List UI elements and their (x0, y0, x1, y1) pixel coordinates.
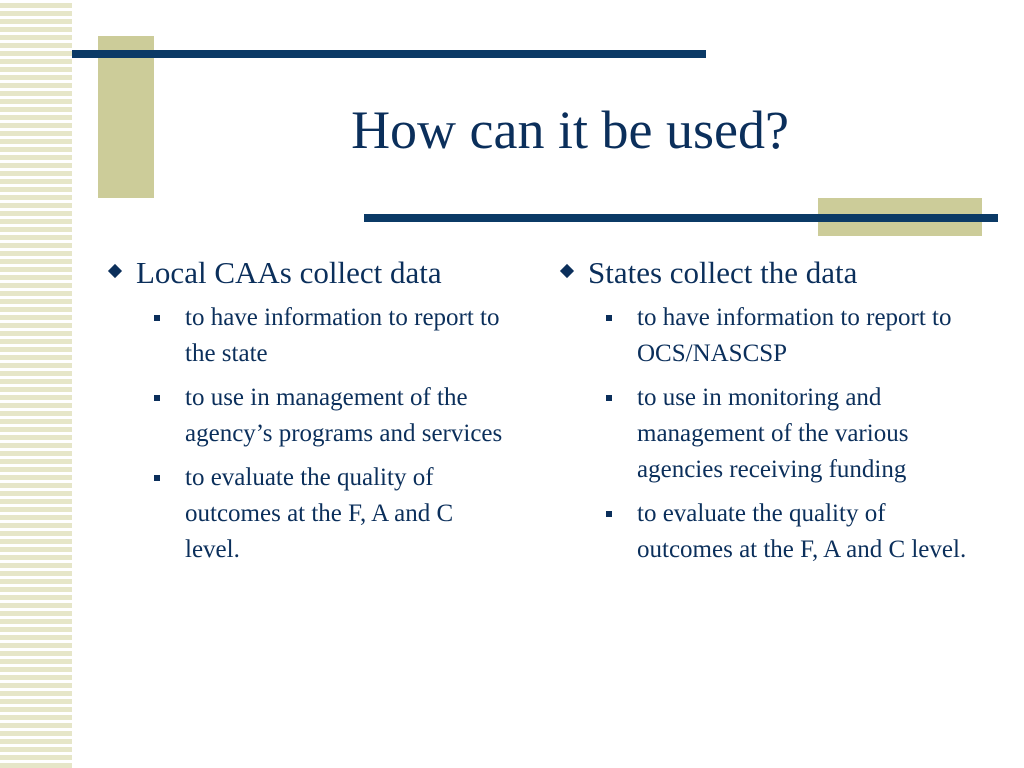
sub-bullet-item (154, 300, 511, 372)
sub-bullet-item (606, 496, 978, 568)
sub-bullet-item (154, 380, 511, 452)
sub-bullet-text: to use in monitoring and management of the various agencies receiving funding (637, 384, 909, 483)
bullet-heading: Local CAAs collect data (136, 255, 442, 290)
sub-bullet-text: to evaluate the quality of outcomes at the F, A and C level. (185, 464, 454, 563)
bullet-states-collect (558, 254, 978, 292)
slide-title: How can it be used? (351, 100, 789, 160)
bullet-local-caas (106, 254, 511, 292)
square-bullet-icon (606, 511, 612, 517)
square-bullet-icon (154, 395, 160, 401)
sub-bullet-item (154, 460, 511, 568)
sub-bullet-item (606, 380, 978, 488)
title-rule-top (72, 50, 706, 58)
diamond-bullet-icon (560, 264, 574, 278)
left-column (106, 254, 511, 576)
title-rule-bottom (364, 214, 998, 222)
sub-bullet-text: to have information to report to the state (185, 304, 500, 367)
accent-block-top (98, 36, 154, 198)
decorative-stripe-strip (0, 0, 72, 768)
right-column (558, 254, 978, 576)
sub-bullet-list (106, 300, 511, 568)
square-bullet-icon (606, 395, 612, 401)
sub-bullet-list (558, 300, 978, 568)
square-bullet-icon (154, 475, 160, 481)
square-bullet-icon (154, 315, 160, 321)
square-bullet-icon (606, 315, 612, 321)
sub-bullet-item (606, 300, 978, 372)
sub-bullet-text: to have information to report to OCS/NASCSP (637, 304, 952, 367)
bullet-heading: States collect the data (588, 255, 858, 290)
sub-bullet-text: to evaluate the quality of outcomes at the F, A and C level. (637, 500, 967, 563)
sub-bullet-text: to use in management of the agency’s programs and services (185, 384, 503, 447)
diamond-bullet-icon (108, 264, 122, 278)
